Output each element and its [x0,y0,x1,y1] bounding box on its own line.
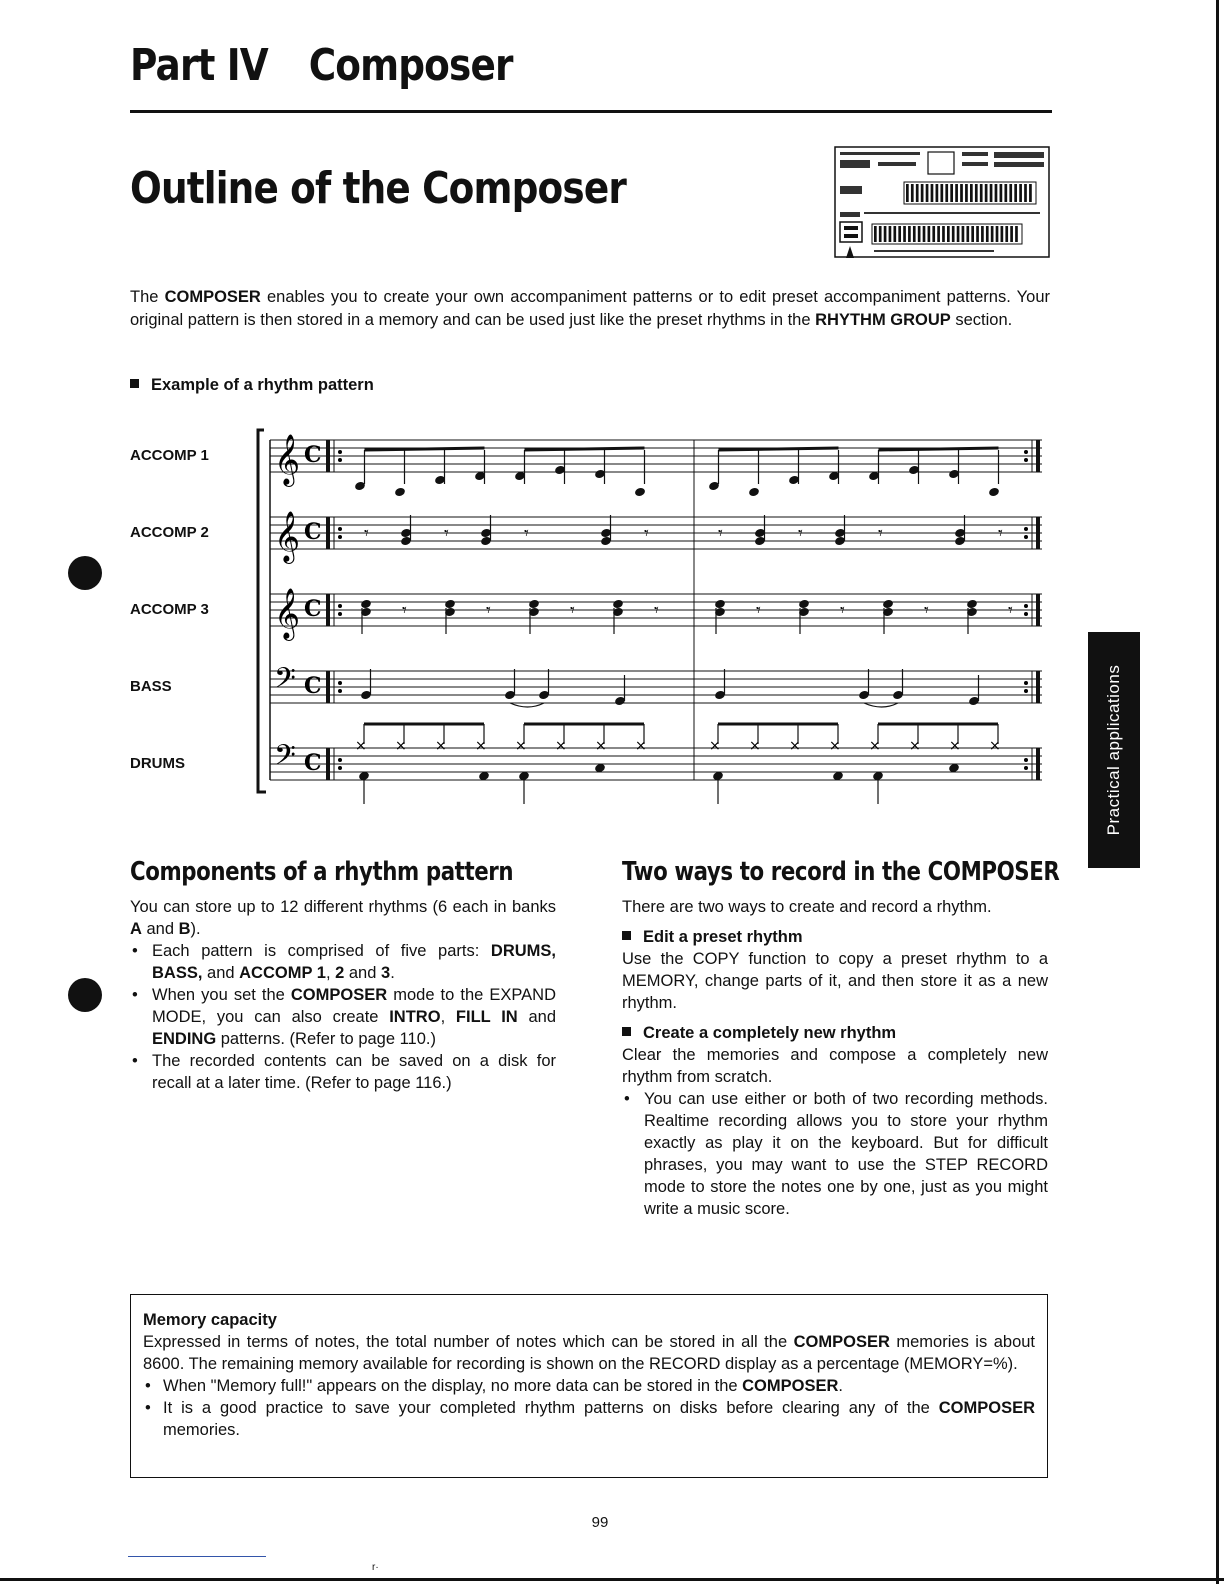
li-text: memories. [163,1421,241,1439]
li-text: , [325,964,336,982]
rest-symbol: 𝄾 [486,600,491,621]
keyboard-key [874,226,877,242]
repeat-dot [338,681,342,685]
keyboard-key [957,226,960,242]
keyboard-key [1004,184,1007,202]
components-paragraph [130,896,556,940]
treble-clef: 𝄞 [274,511,301,562]
memory-bold: COMPOSER [793,1333,890,1351]
keyboard-key [996,226,999,242]
note-head [988,487,1000,498]
footer-mark: r· [372,1562,379,1573]
binder-hole [68,978,102,1012]
repeat-dot [1024,612,1028,616]
repeat-dot [1024,681,1028,685]
chord-note [444,599,456,610]
keyboard-key [898,226,901,242]
li-bold: ENDING [152,1030,217,1048]
repeat-dot [1024,689,1028,693]
section-side-tab [1088,632,1140,868]
li-bold: COMPOSER [938,1399,1035,1417]
li-bold: DRUMS, BASS, [152,942,556,982]
square-bullet-icon [130,379,139,388]
keyboard-key [990,184,993,202]
components-text: ). [190,920,201,938]
keyboard-key [918,226,921,242]
note-head [394,487,406,498]
chord-note [612,599,624,610]
time-signature: C [304,673,322,699]
keyboard-key [913,226,916,242]
page-edge-right [1216,0,1219,1584]
keyboard-key [931,184,934,202]
repeat-dot [1024,527,1028,531]
edit-preset-paragraph: Use the COPY function to copy a preset rhythm to a MEMORY, change parts of it, and then store it as a new rhythm. [622,950,1048,1012]
chord-note [714,599,726,610]
rest-symbol: 𝄾 [402,600,407,621]
list-item: • The recorded contents can be saved on a disk for recall at a later time. (Refer to page 116.) [130,1050,556,1094]
repeat-dot [1024,758,1028,762]
hihat-x-note: × [909,738,921,754]
hihat-x-note: × [829,738,841,754]
hihat-x-note: × [749,738,761,754]
memory-text: Expressed in terms of notes, the total number of notes which can be stored in all the [143,1333,794,1351]
time-signature: C [304,596,322,622]
keyboard-key [937,226,940,242]
rest-symbol: 𝄾 [718,523,723,544]
keyboard-key [1015,226,1018,242]
keyboard-key [945,184,948,202]
li-text: When "Memory full!" appears on the display, no more data can be stored in the [163,1377,743,1395]
repeat-dot [1024,766,1028,770]
rest-symbol: 𝄾 [524,523,529,544]
keyboard-key [970,184,973,202]
repeat-dot [338,604,342,608]
memory-title-text: Memory capacity [143,1311,277,1329]
keyboard-key [1010,226,1013,242]
keyboard-panel-illustration [834,146,1050,258]
keyboard-key [911,184,914,202]
section-title: Outline of the Composer [130,163,626,214]
li-text: and [202,964,240,982]
repeat-dot [1024,535,1028,539]
keyboard-key [932,226,935,242]
page-number: 99 [591,1514,609,1531]
hihat-x-note: × [869,738,881,754]
example-heading [130,376,374,395]
list-item: • You can use either or both of two recording methods. Realtime recording allows you to store your rhythm exactly as play it on the keyboard. But for difficult phrases, you may want to use the STEP RECORD mode to store the notes one by one, just as you might write a music score. [622,1088,1048,1220]
keyboard-key [1029,184,1032,202]
chord-note [882,599,894,610]
intro-paragraph [130,286,1050,331]
part-label-accomp3: ACCOMP 3 [130,601,209,618]
repeat-dot [338,612,342,616]
keyboard-key [981,226,984,242]
keyboard-key [940,184,943,202]
keyboard-key [950,184,953,202]
li-text: . [390,964,395,982]
keyboard-key [906,184,909,202]
keyboard-key [955,184,958,202]
two-ways-intro: There are two ways to create and record a rhythm. [622,898,992,916]
treble-clef: 𝄞 [274,588,301,639]
subheading-text: Edit a preset rhythm [643,928,803,946]
li-bold: INTRO [389,1008,441,1026]
keyboard-key [952,226,955,242]
hihat-x-note: × [395,738,407,754]
keyboard-key [991,226,994,242]
intro-bold-composer: COMPOSER [164,288,261,306]
time-signature: C [304,750,322,776]
two-ways-title: Two ways to record in the COMPOSER [622,857,1060,887]
subheading-text: Create a completely new rhythm [643,1024,897,1042]
memory-text: memories is about 8600. The remaining memory available for recording is shown on the RECORD display as a percentage (MEMORY=%). [143,1333,1036,1373]
tie-curve [510,703,544,707]
rest-symbol: 𝄾 [364,523,369,544]
keyboard-key [971,226,974,242]
rest-symbol: 𝄾 [924,600,929,621]
hihat-x-note: × [555,738,567,754]
part-label-bass: BASS [130,678,172,695]
keyboard-key [1005,226,1008,242]
keyboard-key [928,226,931,242]
two-ways-list [622,1088,1048,1220]
part-name: Composer [308,40,513,91]
keyboard-key [986,226,989,242]
memory-capacity-box [130,1294,1048,1478]
li-bold: 2 [335,964,345,982]
repeat-dot [338,458,342,462]
rest-symbol: 𝄾 [444,523,449,544]
memory-paragraph [143,1331,1035,1375]
keyboard-key [1024,184,1027,202]
hihat-x-note: × [989,738,1001,754]
part-label-accomp1: ACCOMP 1 [130,447,209,464]
keyboard-key [908,226,911,242]
note-beam [719,448,839,450]
square-bullet-icon [622,1027,631,1036]
page-edge-bottom [0,1578,1224,1581]
keyboard-key [966,226,969,242]
repeat-dot [338,758,342,762]
time-signature: C [304,519,322,545]
hihat-x-note: × [515,738,527,754]
hihat-x-note: × [949,738,961,754]
header-rule [130,110,1052,113]
note-head [634,487,646,498]
repeat-dot [338,689,342,693]
tie-curve [864,703,898,707]
intro-text-1: The [130,288,165,306]
keyboard-key [936,184,939,202]
li-text: and [344,964,381,982]
list-item [143,1375,1035,1397]
bank-b: B [178,920,191,938]
components-text: You can store up to 12 different rhythms (6 each in banks [130,898,556,916]
chord-note [798,599,810,610]
components-text: and [141,920,179,938]
bass-clef: 𝄢 [274,662,296,702]
li-text: , [440,1008,456,1026]
keyboard-key [893,226,896,242]
rest-symbol: 𝄾 [644,523,649,544]
li-text: patterns. (Refer to page 110.) [216,1030,436,1048]
li-text: It is a good practice to save your completed rhythm patterns on disks before clearing any of the [163,1399,939,1417]
keyboard-key [980,184,983,202]
part-title [130,40,513,91]
rest-symbol: 𝄾 [756,600,761,621]
li-text: and [517,1008,557,1026]
create-new-paragraph: Clear the memories and compose a completely new rhythm from scratch. [622,1046,1048,1086]
hihat-x-note: × [709,738,721,754]
part-label: Part IV [130,40,268,91]
bank-a: A [130,920,142,938]
intro-text-2: enables you to create your own accompaniment patterns or to edit preset accompaniment patterns. Your original pattern is then stored in a memory and can be used just like the preset rhythms in the [130,288,1050,329]
components-title: Components of a rhythm pattern [130,857,514,887]
rest-symbol: 𝄾 [1008,600,1013,621]
keyboard-key [1001,226,1004,242]
li-text: Each pattern is comprised of five parts: [152,942,491,960]
keyboard-key [985,184,988,202]
list-item [130,984,556,1050]
repeat-dot [1024,458,1028,462]
part-label-accomp2: ACCOMP 2 [130,524,209,541]
part-label-drums: DRUMS [130,755,185,772]
treble-clef: 𝄞 [274,434,301,485]
li-bold: COMPOSER [290,986,388,1004]
bass-clef: 𝄢 [274,739,296,779]
keyboard-key [960,184,963,202]
hihat-x-note: × [789,738,801,754]
rest-symbol: 𝄾 [878,523,883,544]
binder-hole [68,556,102,590]
repeat-dot [1024,604,1028,608]
li-text: mode to the EXPAND MODE, you can also create [152,986,556,1026]
repeat-dot [338,527,342,531]
rest-symbol: 𝄾 [570,600,575,621]
example-heading-text: Example of a rhythm pattern [151,376,374,394]
chord-note [528,599,540,610]
li-bold: FILL IN [455,1008,518,1026]
keyboard-key [1009,184,1012,202]
memory-list [143,1375,1035,1441]
square-bullet-icon [622,931,631,940]
chord-note [360,599,372,610]
hihat-x-note: × [595,738,607,754]
keyboard-key [976,226,979,242]
intro-text-3: section. [950,310,1013,329]
rest-symbol: 𝄾 [654,600,659,621]
keyboard-key [975,184,978,202]
list-item [143,1397,1035,1441]
hihat-x-note: × [635,738,647,754]
subheading-create-new [622,1022,1048,1044]
rest-symbol: 𝄾 [998,523,1003,544]
keyboard-key [1019,184,1022,202]
li-text: . [838,1377,843,1395]
hihat-x-note: × [355,738,367,754]
keyboard-key [965,184,968,202]
two-ways-column [622,896,1048,1220]
rest-symbol: 𝄾 [798,523,803,544]
keyboard-key [884,226,887,242]
li-bold: 3 [381,964,391,982]
list-item [130,940,556,984]
note-beam [879,448,999,450]
repeat-dot [338,766,342,770]
keyboard-key [921,184,924,202]
keyboard-key [1014,184,1017,202]
repeat-dot [338,450,342,454]
keyboard-key [903,226,906,242]
repeat-dot [338,535,342,539]
system-bracket [258,430,266,792]
li-bold: COMPOSER [742,1377,839,1395]
keyboard-key [923,226,926,242]
keyboard-key [916,184,919,202]
note-beam [365,448,485,450]
keyboard-key [1000,184,1003,202]
keyboard-key [995,184,998,202]
keyboard-key [926,184,929,202]
footer-line [128,1556,266,1557]
keyboard-key [889,226,892,242]
chord-note [966,599,978,610]
subheading-edit-preset [622,926,1048,948]
keyboard-key [947,226,950,242]
components-list [130,940,556,1094]
rest-symbol: 𝄾 [840,600,845,621]
hihat-x-note: × [475,738,487,754]
keyboard-key [942,226,945,242]
li-text: When you set the [152,986,291,1004]
components-column [130,896,556,1094]
li-bold: ACCOMP 1 [239,964,326,982]
note-head [748,487,760,498]
repeat-dot [1024,450,1028,454]
side-tab-label: Practical applications [1104,664,1123,836]
memory-title [143,1309,1035,1331]
keyboard-key [962,226,965,242]
note-beam [525,448,645,450]
intro-bold-rhythm-group: RHYTHM GROUP [815,310,951,329]
time-signature: C [304,442,322,468]
keyboard-key [879,226,882,242]
rhythm-pattern-score [252,420,1052,840]
hihat-x-note: × [435,738,447,754]
